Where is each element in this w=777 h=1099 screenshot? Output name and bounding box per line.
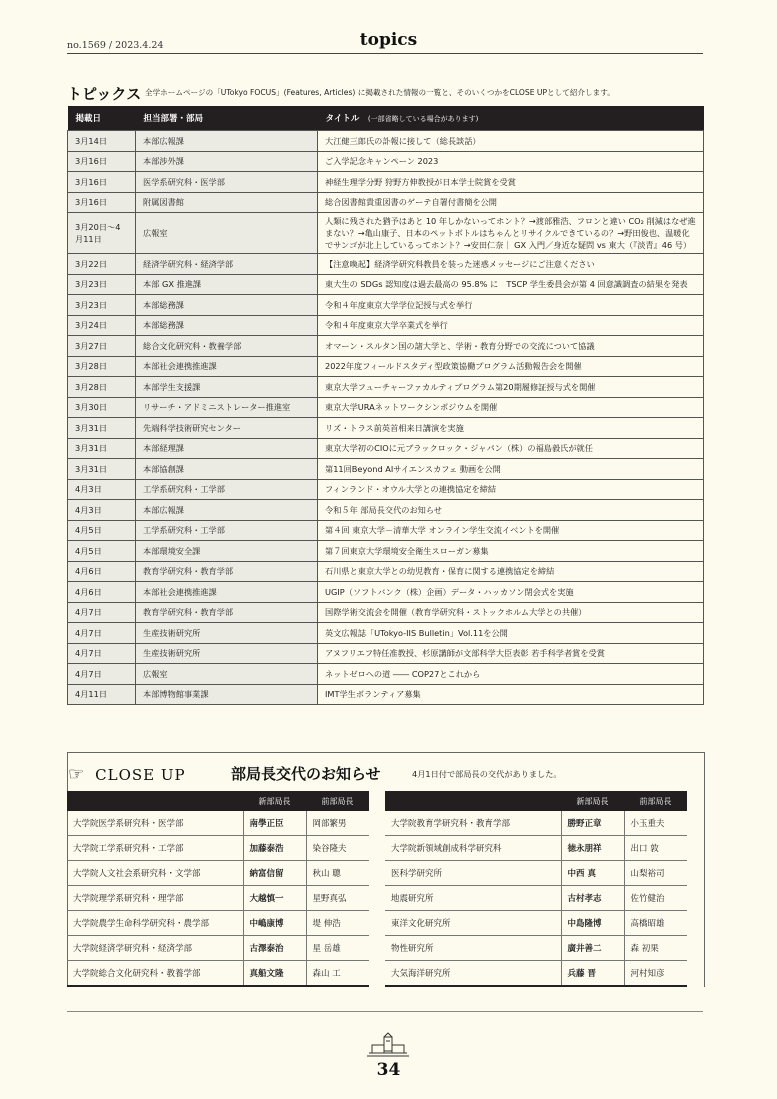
- former-dean: 染谷隆夫: [306, 836, 369, 861]
- header-divider: [67, 53, 703, 54]
- unit-name: 大学院工学系研究科・工学部: [67, 836, 243, 861]
- topic-date: 4月6日: [68, 582, 136, 603]
- pointing-hand-icon: ☞: [68, 764, 86, 785]
- topic-dept: 医学系研究科・医学部: [136, 172, 318, 193]
- topic-row: [68, 500, 704, 521]
- topic-date: 3月28日: [68, 356, 136, 377]
- topics-description: 全学ホームページの「UTokyo FOCUS」(Features, Articles) に掲載された情報の一覧と、そのいくつかをCLOSE UPとして紹介します。: [145, 88, 615, 97]
- new-dean: 中島隆博: [561, 911, 624, 936]
- yasuda-auditorium-icon: [366, 1031, 410, 1061]
- topic-title: 東京大学初のCIOに元ブラックロック・ジャパン（株）の福島毅氏が就任: [318, 438, 704, 459]
- topic-row: [68, 582, 704, 603]
- dean-change-row: [385, 886, 687, 911]
- topic-row: [68, 664, 704, 685]
- topic-date: 3月30日: [68, 397, 136, 418]
- former-dean: 秋山 聰: [306, 861, 369, 886]
- col-old-header: 前部局長: [624, 791, 687, 811]
- topic-title: 国際学術交流会を開催（教育学研究科・ストックホルム大学との共催）: [318, 602, 704, 623]
- topic-date: 3月31日: [68, 418, 136, 439]
- topic-dept: 総合文化研究科・教養学部: [136, 336, 318, 357]
- topic-title: UGIP（ソフトバンク（株）企画）データ・ハッカソン閉会式を実施: [318, 582, 704, 603]
- topic-date: 3月23日: [68, 274, 136, 295]
- topic-title: 2022年度フィールドスタディ型政策協働プログラム活動報告会を開催: [318, 356, 704, 377]
- unit-name: 物性研究所: [385, 936, 561, 961]
- topic-dept: 本部広報課: [136, 500, 318, 521]
- topic-dept: 生産技術研究所: [136, 623, 318, 644]
- col-new-header: 新部局長: [243, 791, 306, 811]
- topic-dept: 工学系研究科・工学部: [136, 479, 318, 500]
- topic-dept: 本部博物館事業課: [136, 684, 318, 705]
- topic-row: [68, 192, 704, 213]
- topic-date: 3月16日: [68, 151, 136, 172]
- topic-row: [68, 172, 704, 193]
- topic-title: 東大生の SDGs 認知度は過去最高の 95.8% に TSCP 学生委員会が第 4 回意識調査の結果を発表: [318, 274, 704, 295]
- topic-date: 3月16日: [68, 192, 136, 213]
- former-dean: 佐竹健治: [624, 886, 687, 911]
- topic-title: ネットゼロへの道 ―― COP27とこれから: [318, 664, 704, 685]
- topic-row: [68, 397, 704, 418]
- topic-dept: 本部社会連携推進課: [136, 582, 318, 603]
- topic-date: 3月16日: [68, 172, 136, 193]
- col-new-header: 新部局長: [561, 791, 624, 811]
- topic-title: 神経生理学分野 狩野方伸教授が日本学士院賞を受賞: [318, 172, 704, 193]
- topic-title: 英文広報誌「UTokyo-IIS Bulletin」Vol.11を公開: [318, 623, 704, 644]
- unit-name: 東洋文化研究所: [385, 911, 561, 936]
- topic-row: [68, 131, 704, 152]
- topic-dept: 本部渉外課: [136, 151, 318, 172]
- former-dean: 星 岳雄: [306, 936, 369, 961]
- dean-change-row: [67, 861, 369, 886]
- former-dean: 出口 敦: [624, 836, 687, 861]
- topic-date: 3月28日: [68, 377, 136, 398]
- topic-title: ご入学記念キャンペーン 2023: [318, 151, 704, 172]
- former-dean: 星野真弘: [306, 886, 369, 911]
- unit-name: 大学院経済学研究科・経済学部: [67, 936, 243, 961]
- topic-dept: 生産技術研究所: [136, 643, 318, 664]
- topic-row: [68, 602, 704, 623]
- dean-change-row: [385, 936, 687, 961]
- new-dean: 中嶋康博: [243, 911, 306, 936]
- col-title-note: (一部省略している場合があります): [367, 115, 479, 123]
- topic-dept: 本部 GX 推進課: [136, 274, 318, 295]
- col-dept-header: 担当部署・部局: [136, 106, 318, 131]
- footer-divider: [67, 1011, 703, 1012]
- topic-row: [68, 459, 704, 480]
- dean-change-row: [385, 836, 687, 861]
- dean-change-table-left: [67, 791, 369, 987]
- new-dean: 勝野正章: [561, 811, 624, 836]
- topic-dept: 工学系研究科・工学部: [136, 520, 318, 541]
- topic-row: [68, 356, 704, 377]
- topic-row: [68, 274, 704, 295]
- topic-row: [68, 295, 704, 316]
- unit-name: 大学院人文社会系研究科・文学部: [67, 861, 243, 886]
- topic-row: [68, 254, 704, 275]
- topic-date: 4月5日: [68, 541, 136, 562]
- topic-row: [68, 418, 704, 439]
- topic-date: 3月23日: [68, 295, 136, 316]
- topic-dept: 本部総務課: [136, 315, 318, 336]
- topic-title: 東京大学URAネットワークシンポジウムを開催: [318, 397, 704, 418]
- topic-title: 令和４年度東京大学学位記授与式を挙行: [318, 295, 704, 316]
- new-dean: 納富信留: [243, 861, 306, 886]
- topic-title: フィンランド・オウル大学との連携協定を締結: [318, 479, 704, 500]
- topic-row: [68, 643, 704, 664]
- page-number: 34: [376, 1060, 401, 1080]
- col-old-header: 前部局長: [306, 791, 369, 811]
- topic-date: 4月5日: [68, 520, 136, 541]
- topic-dept: 本部協創課: [136, 459, 318, 480]
- dean-change-row: [385, 911, 687, 936]
- topic-date: 4月3日: [68, 479, 136, 500]
- unit-name: 大学院総合文化研究科・教養学部: [67, 961, 243, 987]
- topic-date: 3月31日: [68, 438, 136, 459]
- unit-name: 医科学研究所: [385, 861, 561, 886]
- topic-dept: 広報室: [136, 664, 318, 685]
- closeup-label-text: CLOSE UP: [95, 766, 186, 784]
- topic-date: 4月7日: [68, 643, 136, 664]
- topic-date: 3月20日～4月11日: [68, 213, 136, 254]
- topic-title: アヌフリエフ特任准教授、杉原講師が文部科学大臣表彰 若手科学者賞を受賞: [318, 643, 704, 664]
- new-dean: 古澤泰治: [243, 936, 306, 961]
- unit-name: 大気海洋研究所: [385, 961, 561, 987]
- topic-title: 総合図書館貴重図書のゲーテ自署付書簡を公開: [318, 192, 704, 213]
- new-dean: 廣井善二: [561, 936, 624, 961]
- topic-row: [68, 479, 704, 500]
- dean-change-row: [385, 961, 687, 987]
- topic-date: 4月6日: [68, 561, 136, 582]
- topic-row: [68, 336, 704, 357]
- new-dean: 中西 真: [561, 861, 624, 886]
- topic-row: [68, 438, 704, 459]
- topic-dept: 広報室: [136, 213, 318, 254]
- dean-change-row: [67, 961, 369, 987]
- unit-name: 大学院医学系研究科・医学部: [67, 811, 243, 836]
- topic-dept: 本部経理課: [136, 438, 318, 459]
- unit-name: 大学院教育学研究科・教育学部: [385, 811, 561, 836]
- topic-date: 3月27日: [68, 336, 136, 357]
- topic-date: 3月24日: [68, 315, 136, 336]
- topic-dept: 本部広報課: [136, 131, 318, 152]
- unit-name: 大学院農学生命科学研究科・農学部: [67, 911, 243, 936]
- closeup-description: 4月1日付で部局長の交代がありました。: [412, 769, 562, 779]
- dean-change-row: [67, 836, 369, 861]
- former-dean: 堤 伸浩: [306, 911, 369, 936]
- topic-row: [68, 561, 704, 582]
- topic-dept: 本部総務課: [136, 295, 318, 316]
- new-dean: 大越慎一: [243, 886, 306, 911]
- topics-table: [67, 106, 704, 705]
- new-dean: 加藤泰浩: [243, 836, 306, 861]
- topic-date: 3月14日: [68, 131, 136, 152]
- topic-dept: 経済学研究科・経済学部: [136, 254, 318, 275]
- topic-dept: 本部環境安全課: [136, 541, 318, 562]
- topic-title: リズ・トラス前英首相来日講演を実施: [318, 418, 704, 439]
- new-dean: 古村孝志: [561, 886, 624, 911]
- topic-date: 3月22日: [68, 254, 136, 275]
- col-title-label: タイトル: [325, 114, 360, 124]
- topic-dept: 本部社会連携推進課: [136, 356, 318, 377]
- dean-change-row: [385, 861, 687, 886]
- dean-change-row: [67, 911, 369, 936]
- topic-row: [68, 623, 704, 644]
- topic-date: 4月11日: [68, 684, 136, 705]
- col-title-header: [318, 106, 704, 131]
- topics-header-row: [68, 106, 704, 131]
- topic-dept: 教育学研究科・教育学部: [136, 561, 318, 582]
- topic-title: 令和４年度東京大学卒業式を挙行: [318, 315, 704, 336]
- closeup-label: [68, 764, 186, 785]
- topic-row: [68, 315, 704, 336]
- topic-title: 東京大学フューチャーファカルティプログラム第20期履修証授与式を開催: [318, 377, 704, 398]
- topic-date: 3月31日: [68, 459, 136, 480]
- new-dean: 徳永朋祥: [561, 836, 624, 861]
- col-unit-header: [385, 791, 561, 811]
- new-dean: 真船文隆: [243, 961, 306, 987]
- dean-change-row: [67, 886, 369, 911]
- former-dean: 河村知彦: [624, 961, 687, 987]
- closeup-title: 部局長交代のお知らせ: [231, 765, 381, 783]
- topic-title: オマーン・スルタン国の諸大学と、学術・教育分野での交流について協議: [318, 336, 704, 357]
- issue-info: no.1569 / 2023.4.24: [67, 40, 164, 51]
- topic-date: 4月7日: [68, 623, 136, 644]
- topic-title: 人類に残された猶予はあと 10 年しかないってホント？→渡部雅浩、フロンと違い CO₂ 削減はなぜ進まない？→亀山康子、日本のペットボトルはちゃんとリサイクルできているの？→野田俊也、温暖化でサンゴが北上しているってホント？→安田仁奈｜ GX 入門／身近な疑問 vs 東大（『淡青』46 号）: [318, 213, 704, 254]
- dean-change-row: [67, 936, 369, 961]
- section-title: topics: [359, 30, 418, 50]
- topic-title: 第７回東京大学環境安全衛生スローガン募集: [318, 541, 704, 562]
- topic-title: 第４回 東京大学－清華大学 オンライン学生交流イベントを開催: [318, 520, 704, 541]
- topic-dept: 本部学生支援課: [136, 377, 318, 398]
- dean-change-row: [385, 811, 687, 836]
- topic-dept: リサーチ・アドミニストレーター推進室: [136, 397, 318, 418]
- topic-title: 石川県と東京大学との幼児教育・保育に関する連携協定を締結: [318, 561, 704, 582]
- former-dean: 高橋昭雄: [624, 911, 687, 936]
- former-dean: 岡部繁男: [306, 811, 369, 836]
- topic-dept: 教育学研究科・教育学部: [136, 602, 318, 623]
- former-dean: 山梨裕司: [624, 861, 687, 886]
- topic-title: 令和５年 部局長交代のお知らせ: [318, 500, 704, 521]
- former-dean: 小玉重夫: [624, 811, 687, 836]
- unit-name: 地震研究所: [385, 886, 561, 911]
- topic-row: [68, 377, 704, 398]
- topic-date: 4月3日: [68, 500, 136, 521]
- topic-row: [68, 684, 704, 705]
- topic-dept: 附属図書館: [136, 192, 318, 213]
- col-unit-header: [67, 791, 243, 811]
- new-dean: 南學正臣: [243, 811, 306, 836]
- former-dean: 森山 工: [306, 961, 369, 987]
- topic-title: 第11回Beyond AIサイエンスカフェ 動画を公開: [318, 459, 704, 480]
- topic-row: [68, 520, 704, 541]
- unit-name: 大学院理学系研究科・理学部: [67, 886, 243, 911]
- topic-title: 大江健三郎氏の訃報に接して（総長談話）: [318, 131, 704, 152]
- new-dean: 兵藤 晋: [561, 961, 624, 987]
- topic-row: [68, 151, 704, 172]
- topic-row: [68, 541, 704, 562]
- dean-change-table-right: [385, 791, 687, 987]
- topics-heading: トピックス: [67, 85, 142, 103]
- col-date-header: 掲載日: [68, 106, 136, 131]
- topic-dept: 先端科学技術研究センター: [136, 418, 318, 439]
- unit-name: 大学院新領域創成科学研究科: [385, 836, 561, 861]
- topic-date: 4月7日: [68, 664, 136, 685]
- topic-date: 4月7日: [68, 602, 136, 623]
- topic-row: [68, 213, 704, 254]
- topic-title: IMT学生ボランティア募集: [318, 684, 704, 705]
- topic-title: 【注意喚起】経済学研究科教員を装った迷惑メッセージにご注意ください: [318, 254, 704, 275]
- former-dean: 森 初果: [624, 936, 687, 961]
- dean-change-row: [67, 811, 369, 836]
